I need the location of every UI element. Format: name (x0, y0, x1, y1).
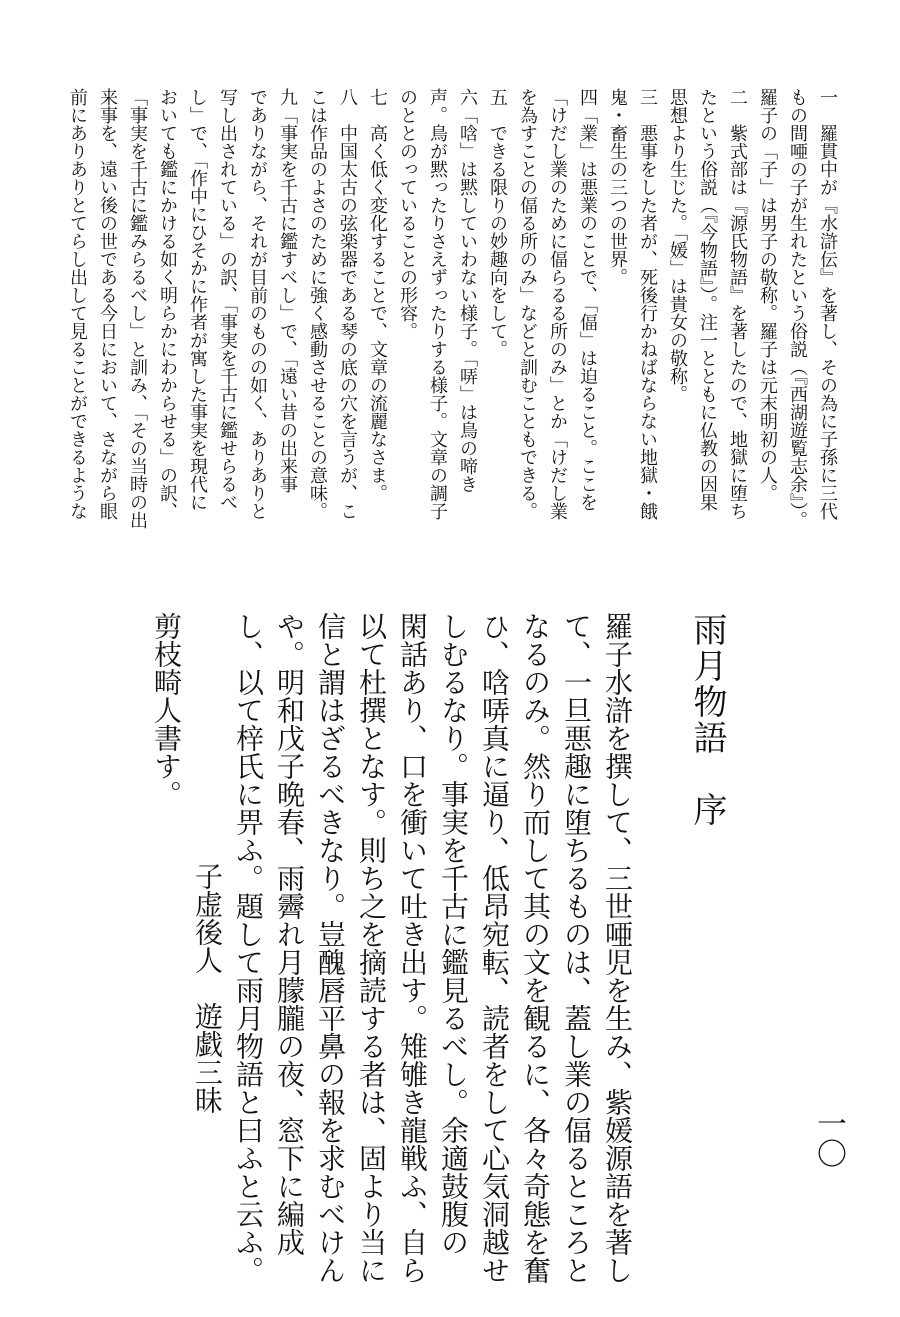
text-line: し、以て梓氏に畀ふ。題して雨月物語と曰ふと云ふ。 (232, 612, 265, 1284)
page-title: 雨月物語 序 (687, 612, 727, 828)
note-line: 来事を、遠い後の世である今日において、さながら眼 (97, 88, 118, 520)
text-line: 以て杜撰となす。則ち之を摘読する者は、固より当に (355, 612, 388, 1284)
signature: 子虚後人 遊戯三昧 (191, 862, 224, 1114)
preface-body (98, 612, 638, 1284)
note-line: 六「唅」は黙していわない様子。「哢」は鳥の啼き (457, 88, 478, 493)
note-line: 前にありありとてらし出して見ることができるような (67, 88, 88, 520)
note-line: のととのっていることの形容。 (397, 88, 418, 340)
note-line: おいても鑑にかける如く明らかにわからせる」の訳、 (157, 88, 178, 520)
text-line: て、一旦悪趣に堕ちるものは、蓋し業の偪るところと (560, 612, 593, 1284)
note-line: し」で、「作中にひそかに作者が寓した事実を現代に (187, 88, 208, 511)
text-line: なるのみ。然り而して其の文を観るに、各々奇態を奮 (519, 612, 552, 1284)
note-line: 二 紫式部は『源氏物語』を著したので、地獄に堕ち (727, 88, 748, 520)
text-line: 閑話あり、口を衝いて吐き出す。雉雊き龍戦ふ、自ら (396, 612, 429, 1284)
note-line: 八 中国太古の弦楽器である琴の底の穴を言うが、こ (337, 88, 358, 520)
note-line: こは作品のよさのために強く感動させることの意味。 (307, 88, 328, 520)
note-line: 鬼・畜生の三つの世界。 (607, 88, 628, 286)
note-line: もの間唖の子が生れたという俗説（『西湖遊覧志余』）。 (787, 88, 808, 529)
note-line: でありながら、それが目前のものの如く、ありありと (247, 88, 268, 520)
note-line: たという俗説（『今物語』）。注一とともに仏教の因果 (697, 88, 718, 511)
note-line: 五 できる限りの妙趣向をして。 (487, 88, 508, 358)
note-line: 思想より生じた。「媛」は貴女の敬称。 (667, 88, 688, 403)
note-line: 羅子の「子」は男子の敬称。羅子は元末明初の人。 (757, 88, 778, 502)
text-line: 信と謂はざるべきなり。豈醜唇平鼻の報を求むべけん (314, 612, 347, 1284)
note-line: 九「事実を千古に鑑すべし」で、「遠い昔の出来事 (277, 88, 298, 493)
text-line: ひ、唅哢真に逼り、低昂宛転、読者をして心気洞越せ (478, 612, 511, 1284)
text-line: や。明和戊子晩春、雨霽れ月朦朧の夜、窓下に編成 (273, 612, 306, 1256)
note-line: 写し出されている」の訳、「事実を千古に鑑せらるべ (217, 88, 238, 511)
page-number: 一〇 (811, 1108, 846, 1168)
note-line: 七 高く低く変化することで、文章の流麗なさま。 (367, 88, 388, 502)
text-line: 羅子水滸を撰して、三世唖児を生み、紫媛源語を著し (601, 612, 634, 1284)
note-line: 声。鳥が黙ったりさえずったりする様子。文章の調子 (427, 88, 448, 520)
note-line: 三 悪事をした者が、死後行かねばならない地獄・餓 (637, 88, 658, 520)
note-line: 一 羅貫中が『水滸伝』を著し、その為に子孫に三代 (817, 88, 838, 520)
text-line: 剪枝畸人書す。 (150, 612, 183, 808)
annotation-notes (67, 88, 842, 529)
text-line: しむるなり。事実を千古に鑑見るべし。余適鼓腹の (437, 612, 470, 1256)
note-line: 四「業」は悪業のことで、「偪」は迫ること。ここを (577, 88, 598, 511)
note-line: 「けだし業のために偪らるる所のみ」とか「けだし業 (547, 88, 568, 520)
note-line: 「事実を千古に鑑みらるべし」と訓み、「その当時の出 (127, 88, 148, 529)
note-line: を為すことの偪る所のみ」などと訓むこともできる。 (517, 88, 538, 520)
